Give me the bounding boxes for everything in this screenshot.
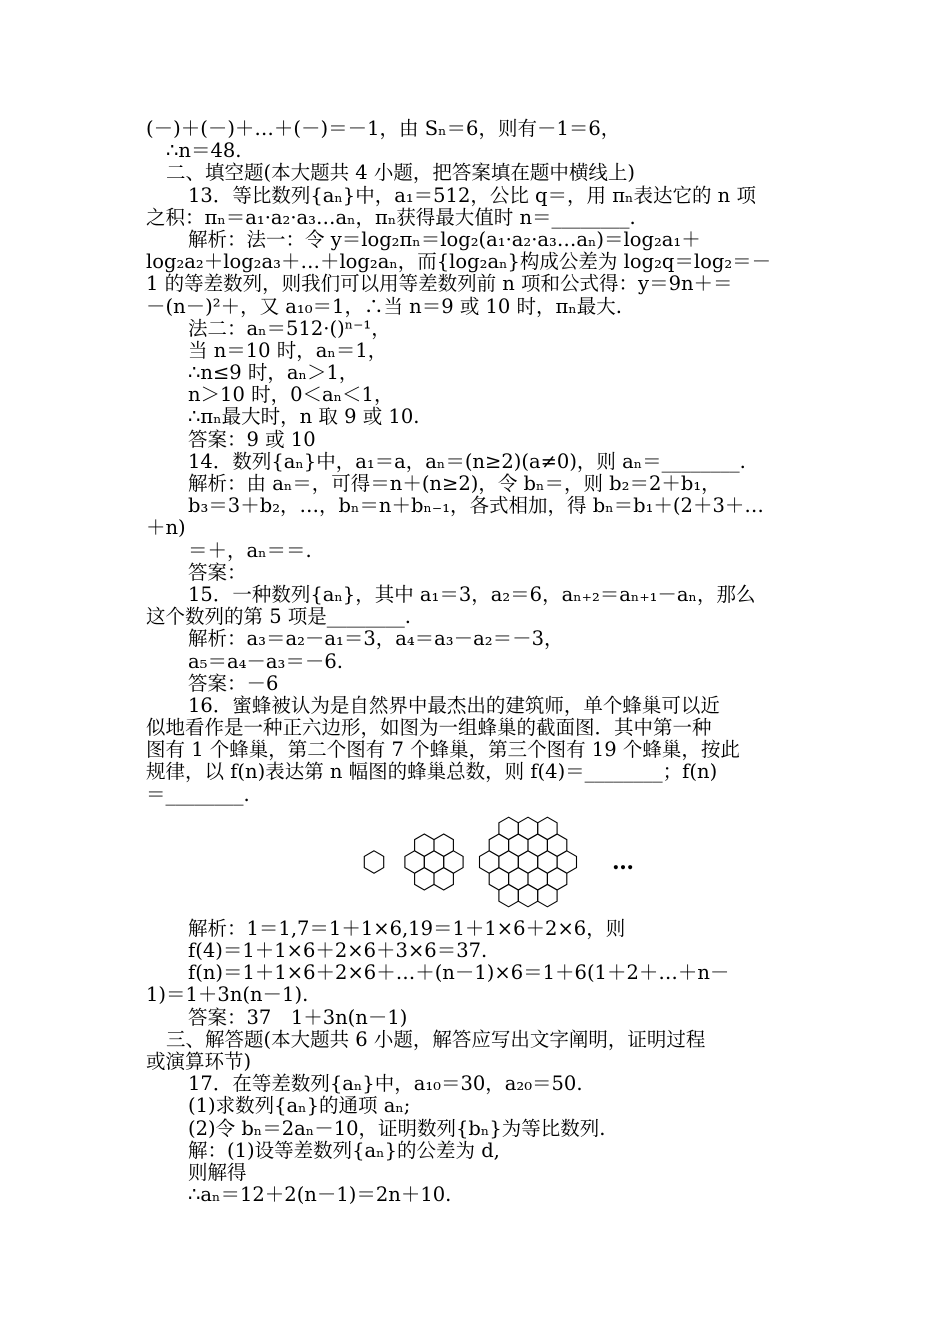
text-line: 答案：37 1＋3n(n－1)	[188, 1005, 408, 1029]
text-line: 16．蜜蜂被认为是自然界中最杰出的建筑师，单个蜂巢可以近	[188, 693, 720, 717]
text-line: 法二：aₙ＝512·()ⁿ⁻¹，	[188, 316, 391, 340]
text-line: 1 的等差数列，则我们可以用等差数列前 n 项和公式得：y＝9n＋＝	[146, 272, 733, 296]
honeycomb-diagram	[356, 812, 796, 912]
text-line: 之积：πₙ＝a₁·a₂·a₃…aₙ，πₙ获得最大值时 n＝________.	[146, 205, 636, 229]
text-line: 解析：法一：令 y＝log₂πₙ＝log₂(a₁·a₂·a₃…aₙ)＝log₂a₁＋	[188, 227, 701, 251]
text-line: 14．数列{aₙ}中，a₁＝a，aₙ＝(n≥2)(a≠0)，则 aₙ＝________.	[188, 449, 746, 473]
text-line: ∴aₙ＝12＋2(n－1)＝2n＋10.	[188, 1183, 452, 1207]
text-line: 这个数列的第 5 项是________.	[146, 605, 412, 629]
text-block-before-figure	[146, 118, 806, 806]
text-line: ＝________.	[146, 782, 250, 806]
honeycomb-1	[364, 851, 383, 873]
text-line: 17．在等差数列{aₙ}中，a₁₀＝30，a₂₀＝50.	[188, 1072, 583, 1096]
text-line: 答案：	[188, 560, 247, 584]
text-line: f(n)＝1＋1×6＋2×6＋…＋(n－1)×6＝1＋6(1＋2＋…＋n－	[188, 961, 730, 985]
text-line: 解析：1＝1,7＝1＋1×6,19＝1＋1×6＋2×6，则	[188, 916, 626, 940]
text-line: 规律，以 f(n)表达第 n 幅图的蜂巢总数，则 f(4)＝________；f(n)	[146, 760, 718, 784]
text-line: log₂a₂＋log₂a₃＋…＋log₂aₙ，而{log₂aₙ}构成公差为 log₂q＝log₂＝－	[146, 250, 772, 274]
text-line: 解：(1)设等差数列{aₙ}的公差为 d,	[188, 1138, 500, 1162]
text-line: 15．一种数列{aₙ}，其中 a₁＝3，a₂＝6，aₙ₊₂＝aₙ₊₁－aₙ，那么	[188, 582, 756, 606]
text-line: 或演算环节)	[146, 1049, 252, 1073]
text-line: ＝＋，aₙ＝＝.	[188, 538, 312, 562]
text-line: 似地看作是一种正六边形，如图为一组蜂巢的截面图．其中第一种	[146, 716, 712, 740]
text-line: 二、填空题(本大题共 4 小题，把答案填在题中横线上)	[166, 161, 636, 185]
text-line: b₃＝3＋b₂，…，bₙ＝n＋bₙ₋₁，各式相加，得 bₙ＝b₁＋(2＋3＋…	[188, 494, 764, 518]
text-line: 则解得	[188, 1160, 247, 1184]
text-line: (1)求数列{aₙ}的通项 aₙ;	[188, 1094, 411, 1118]
hexagon-cell	[364, 851, 383, 873]
text-line: 13．等比数列{aₙ}中，a₁＝512，公比 q＝，用 πₙ表达它的 n 项	[188, 183, 756, 207]
text-line: ∴n＝48.	[166, 139, 242, 163]
text-line: 图有 1 个蜂巢，第二个图有 7 个蜂巢，第三个图有 19 个蜂巢，按此	[146, 738, 740, 762]
figure-ellipsis: …	[612, 848, 634, 875]
text-line: 三、解答题(本大题共 6 小题，解答应写出文字阐明，证明过程	[166, 1027, 706, 1051]
text-line: 答案：－6	[188, 671, 279, 695]
text-line: ＋n)	[146, 516, 186, 540]
text-line: n＞10 时，0＜aₙ＜1，	[188, 383, 394, 407]
text-block-after-figure	[146, 918, 806, 1206]
hexagon-cell	[557, 851, 576, 873]
text-line: ∴n≤9 时，aₙ＞1，	[188, 361, 359, 385]
honeycomb-figure	[146, 806, 806, 918]
text-line: 解析：由 aₙ＝，可得＝n＋(n≥2)，令 bₙ＝，则 b₂＝2＋b₁，	[188, 472, 721, 495]
text-line: (－)＋(－)＋…＋(－)＝－1，由 Sₙ＝6，则有－1＝6，	[146, 117, 621, 140]
honeycomb-3	[480, 817, 577, 907]
text-line: ∴πₙ最大时，n 取 9 或 10.	[188, 405, 420, 429]
text-line: (2)令 bₙ＝2aₙ－10，证明数列{bₙ}为等比数列.	[188, 1116, 606, 1140]
text-line: 1)＝1＋3n(n－1).	[146, 983, 309, 1007]
text-line: 当 n＝10 时，aₙ＝1，	[188, 338, 388, 362]
document-page	[146, 118, 806, 1206]
text-line: －(n－)²＋，又 a₁₀＝1，∴当 n＝9 或 10 时，πₙ最大.	[146, 294, 622, 318]
honeycomb-2	[405, 834, 463, 890]
text-line: 解析：a₃＝a₂－a₁＝3，a₄＝a₃－a₂＝－3，	[188, 627, 564, 651]
text-line: 答案：9 或 10	[188, 427, 316, 451]
hexagon-cell	[444, 851, 463, 873]
text-line: f(4)＝1＋1×6＋2×6＋3×6＝37.	[188, 939, 488, 962]
text-line: a₅＝a₄－a₃＝－6.	[188, 649, 343, 673]
